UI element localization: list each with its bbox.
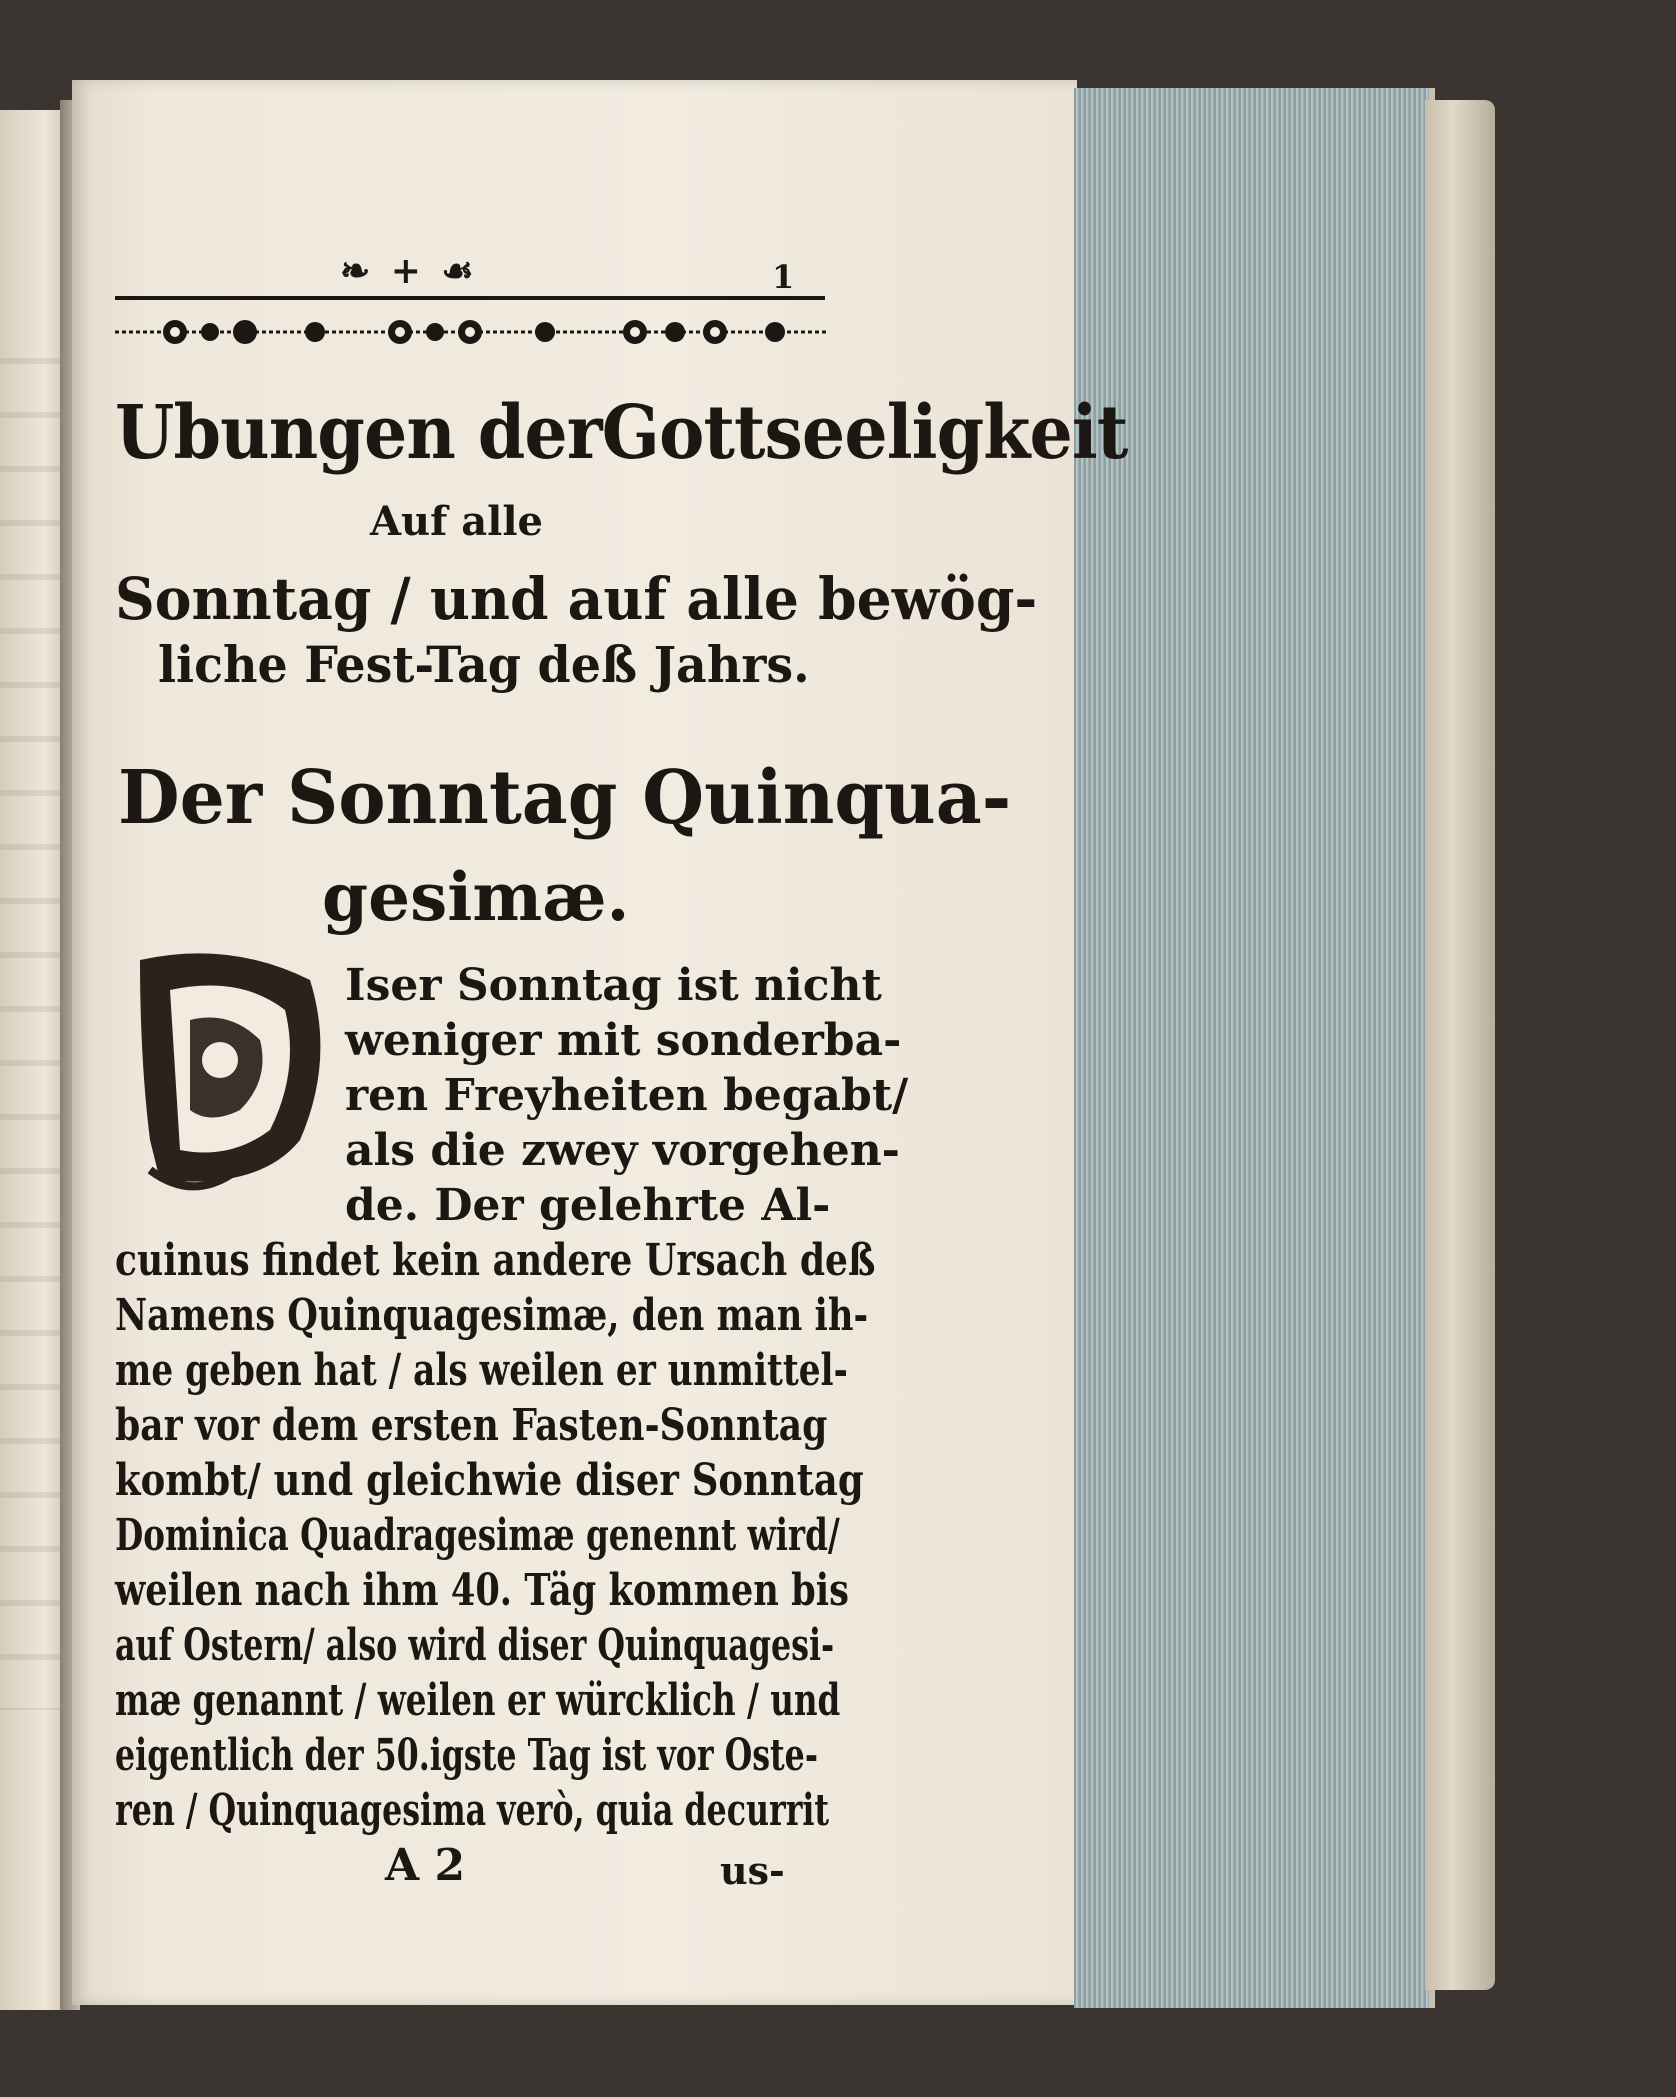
body-line: kombt/ und gleichwie diser Sonntag <box>115 1455 864 1506</box>
body-line: me geben hat / als weilen er unmittel- <box>115 1345 848 1396</box>
title-line-4: liche Fest-Tag deß Jahrs. <box>158 635 810 694</box>
body-line: de. Der gelehrte Al- <box>345 1180 831 1231</box>
body-line: eigentlich der 50.igste Tag ist vor Oste- <box>115 1730 818 1781</box>
section-heading-line-1: Der Sonntag Quinqua- <box>118 755 1012 841</box>
title-line-1: Ubungen derGottseeligkeit <box>115 390 1128 476</box>
body-line: auf Ostern/ also wird diser Quinquagesi- <box>115 1620 835 1671</box>
body-line: als die zwey vorgehen- <box>345 1125 900 1176</box>
catchword: us- <box>720 1848 785 1893</box>
body-line: bar vor dem ersten Fasten-Sonntag <box>115 1400 828 1451</box>
page-block-edges <box>1074 88 1435 2008</box>
body-line: Dominica Quadragesimæ genennt wird/ <box>115 1510 840 1561</box>
body-line: ren / Quinquagesima verò, quia decurrit <box>115 1785 830 1836</box>
body-line: weilen nach ihm 40. Täg kommen bis <box>115 1565 849 1616</box>
page-number: 1 <box>772 258 795 296</box>
ornament-band <box>115 312 827 352</box>
body-line: ren Freyheiten begabt/ <box>345 1070 909 1121</box>
title-line-3: Sonntag / und auf alle bewög- <box>115 565 1038 633</box>
body-line: Iser Sonntag ist nicht <box>345 960 882 1011</box>
header-rule <box>115 296 825 300</box>
signature-mark: A 2 <box>385 1840 466 1891</box>
title-line-2: Auf alle <box>370 498 544 545</box>
body-line: Namens Quinquagesimæ, den man ih- <box>115 1290 869 1341</box>
running-head: ❧ + ☙ <box>340 250 478 292</box>
body-line: cuinus findet kein andere Ursach deß <box>115 1235 876 1286</box>
body-line: mæ genannt / weilen er würcklich / und <box>115 1675 841 1726</box>
decorated-initial <box>120 940 335 1200</box>
section-heading-line-2: gesimæ. <box>322 858 630 936</box>
book-cover-edge <box>1425 100 1495 1990</box>
body-line: weniger mit sonderba- <box>345 1015 902 1066</box>
